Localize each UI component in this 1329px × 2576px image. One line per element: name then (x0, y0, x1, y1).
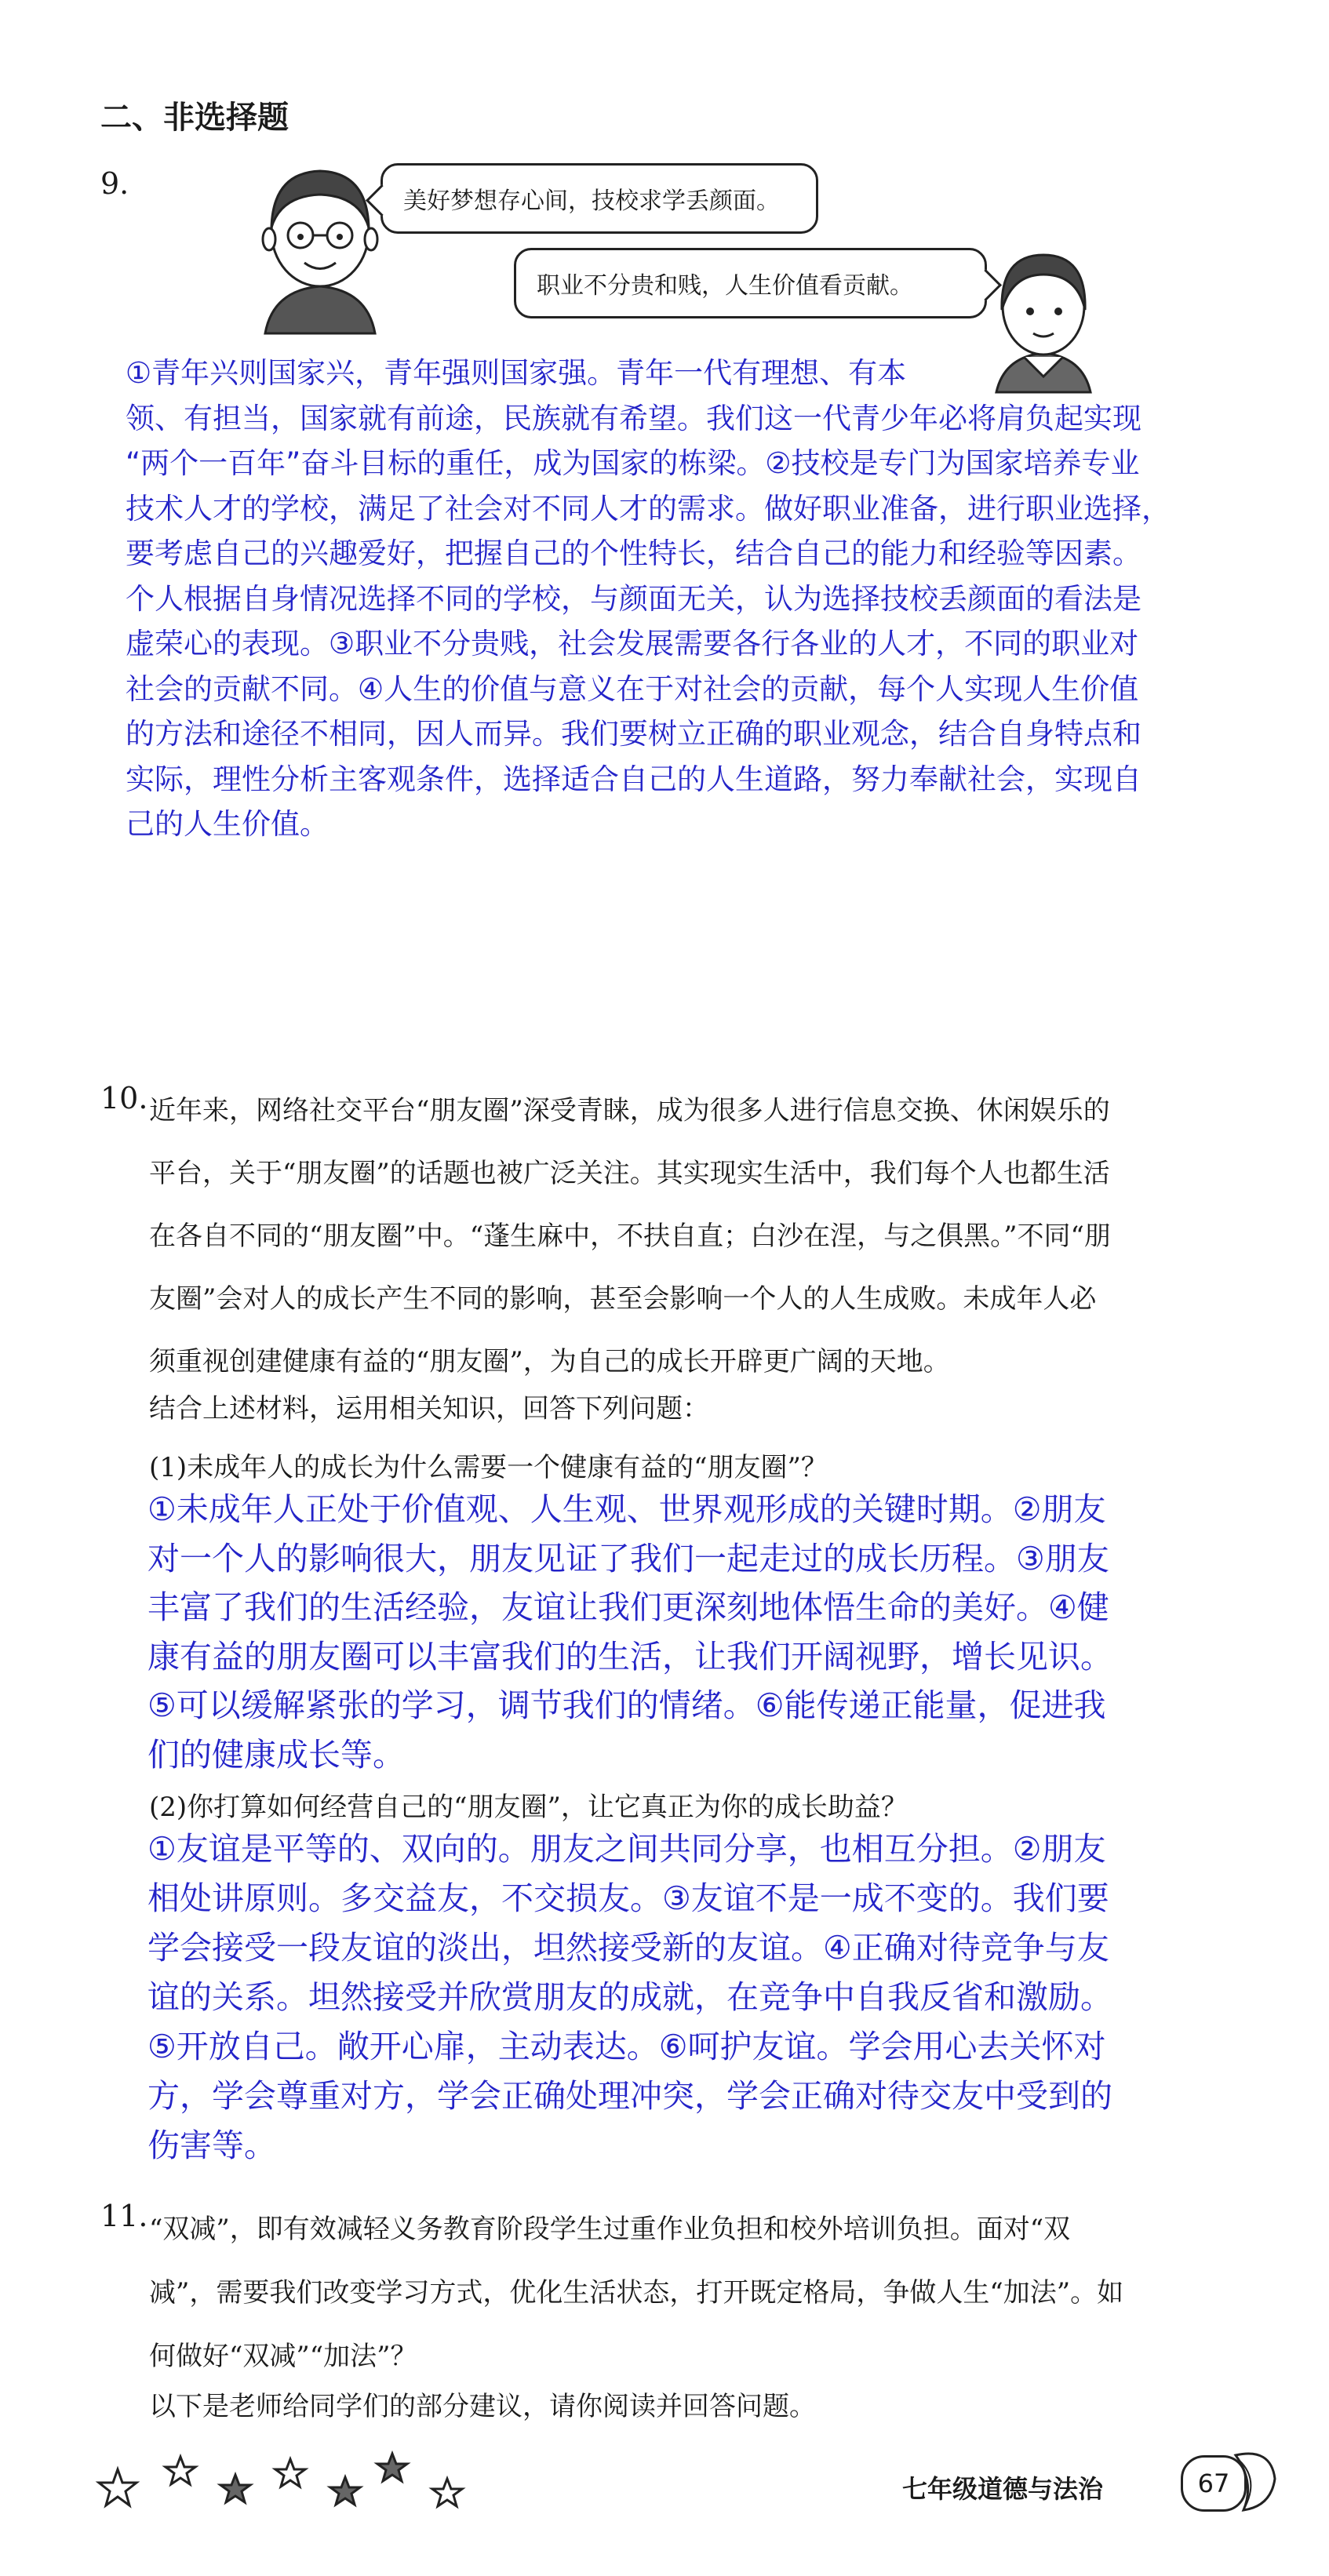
question-11-text (149, 2198, 1123, 2389)
answer-line: ①青年兴则国家兴，青年强则国家强。青年一代有理想、有本 (126, 356, 907, 390)
question-10-sub1-answer (147, 1485, 1112, 1779)
speech-bubble-left (380, 163, 818, 234)
book-title: 七年级道德与法治 (902, 2474, 1104, 2504)
text-line: 何做好“双减”“加法”？ (149, 2341, 417, 2372)
answer-line: ⑤可以缓解紧张的学习，调节我们的情绪。⑥能传递正能量，促进我 (147, 1686, 1106, 1724)
answer-line: 伤害等。 (147, 2127, 276, 2164)
answer-line: 社会的贡献不同。④人生的价值与意义在于对社会的贡献，每个人实现人生价值 (126, 671, 1139, 706)
speech-bubble-left-text: 美好梦想存心间，技校求学丢颜面。 (403, 187, 780, 215)
answer-line: 相处讲原则。多交益友，不交损友。③友谊不是一成不变的。我们要 (147, 1879, 1109, 1917)
answer-line: 们的健康成长等。 (147, 1735, 405, 1774)
question-11-number: 11. (100, 2199, 148, 2233)
question-10-material (149, 1079, 1111, 1393)
answer-line: 丰富了我们的生活经验，友谊让我们更深刻地体悟生命的美好。④健 (147, 1588, 1109, 1626)
answer-line: 的方法和途径不相同，因人而异。我们要树立正确的职业观念，结合自身特点和 (126, 717, 1141, 751)
speech-bubble-right (514, 248, 987, 318)
material-line: 须重视创建健康有益的“朋友圈”，为自己的成长开辟更广阔的天地。 (149, 1346, 950, 1377)
answer-line: 方，学会尊重对方，学会正确处理冲突，学会正确对待交友中受到的 (147, 2077, 1112, 2115)
question-10-instruction: 结合上述材料，运用相关知识，回答下列问题： (149, 1393, 709, 1424)
question-10-sub2-answer (147, 1825, 1112, 2170)
answer-line: ⑤开放自己。敞开心扉，主动表达。⑥呵护友谊。学会用心去关怀对 (147, 2028, 1106, 2065)
leaf-decoration-icon (1228, 2440, 1283, 2518)
material-line: 近年来，网络社交平台“朋友圈”深受青睐，成为很多人进行信息交换、休闲娱乐的 (149, 1095, 1110, 1126)
boy-cartoon-icon (249, 157, 391, 337)
stars-decoration-icon (94, 2440, 486, 2518)
answer-line: 己的人生价值。 (126, 807, 329, 841)
answer-line: 学会接受一段友谊的淡出，坦然接受新的友谊。④正确对待竞争与友 (147, 1929, 1109, 1967)
answer-line: 对一个人的影响很大，朋友见证了我们一起走过的成长历程。③朋友 (147, 1539, 1109, 1577)
question-10-number: 10. (100, 1081, 148, 1115)
speech-bubble-right-text: 职业不分贵和贱，人生价值看贡献。 (537, 272, 913, 300)
question-10-sub2: (2)你打算如何经营自己的“朋友圈”，让它真正为你的成长助益？ (149, 1792, 908, 1823)
answer-line: 要考虑自己的兴趣爱好，把握自己的个性特长，结合自己的能力和经验等因素。 (126, 537, 1141, 570)
material-line: 友圈”会对人的成长产生不同的影响，甚至会影响一个人的人生成败。未成年人必 (149, 1283, 1097, 1315)
text-line: “双减”，即有效减轻义务教育阶段学生过重作业负担和校外培训负担。面对“双 (149, 2214, 1071, 2245)
section-title: 二、非选择题 (100, 100, 289, 136)
question-9-answer (126, 351, 1171, 847)
answer-line: 康有益的朋友圈可以丰富我们的生活，让我们开阔视野，增长见识。 (147, 1637, 1112, 1675)
question-11-instruction: 以下是老师给同学们的部分建议，请你阅读并回答问题。 (149, 2391, 816, 2422)
answer-line: 谊的关系。坦然接受并欣赏朋友的成就，在竞争中自我反省和激励。 (147, 1978, 1112, 2016)
material-line: 在各自不同的“朋友圈”中。“蓬生麻中，不扶自直；白沙在涅，与之俱黑。”不同“朋 (149, 1221, 1111, 1252)
answer-line: ①友谊是平等的、双向的。朋友之间共同分享，也相互分担。②朋友 (147, 1830, 1106, 1868)
answer-line: ①未成年人正处于价值观、人生观、世界观形成的关键时期。②朋友 (147, 1490, 1106, 1528)
text-line: 减”，需要我们改变学习方式，优化生活状态，打开既定格局，争做人生“加法”。如 (149, 2277, 1124, 2309)
material-line: 平台，关于“朋友圈”的话题也被广泛关注。其实现实生活中，我们每个人也都生活 (149, 1158, 1110, 1189)
question-10-sub1: (1)未成年人的成长为什么需要一个健康有益的“朋友圈”？ (149, 1452, 828, 1483)
answer-line: 实际，理性分析主客观条件，选择适合自己的人生道路，努力奉献社会，实现自 (126, 762, 1141, 796)
question-9-number: 9. (100, 166, 129, 201)
answer-line: 个人根据自身情况选择不同的学校，与颜面无关，认为选择技校丢颜面的看法是 (126, 581, 1141, 616)
answer-line: 技术人才的学校，满足了社会对不同人才的需求。做好职业准备，进行职业选择， (126, 491, 1171, 526)
answer-line: 领、有担当，国家就有前途，民族就有希望。我们这一代青少年必将肩负起实现 (126, 401, 1141, 435)
page-number-text: 67 (1197, 2469, 1230, 2498)
answer-line: 虚荣心的表现。③职业不分贵贱，社会发展需要各行各业的人才，不同的职业对 (126, 627, 1139, 660)
answer-line: “两个一百年”奋斗目标的重任，成为国家的栋梁。②技校是专门为国家培养专业 (126, 446, 1140, 480)
